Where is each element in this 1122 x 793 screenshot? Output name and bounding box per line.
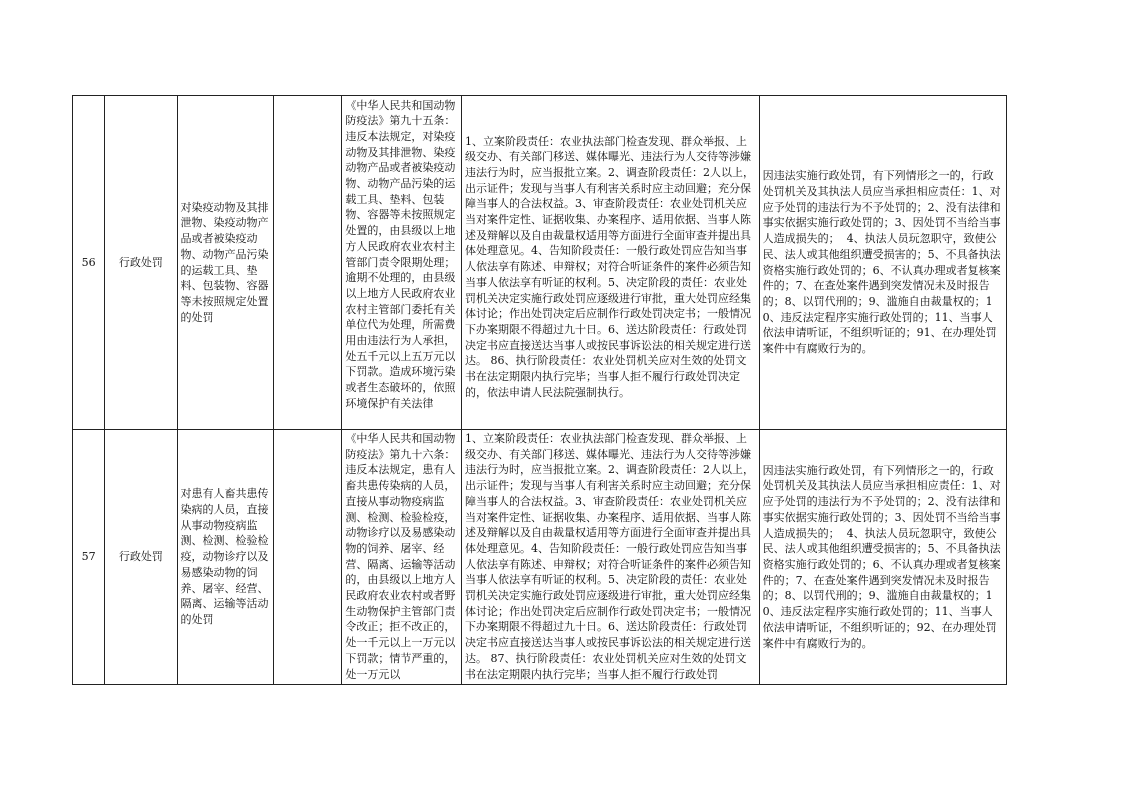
table-row	[73, 430, 1007, 685]
item-name: 对患有人畜共患传染病的人员，直接从事动物疫病监测、检测、检验检疫，动物诊疗以及易感染动物的饲养、屠宰、经营、隔离、运输等活动的处罚	[180, 487, 269, 626]
accountability-cell	[759, 96, 1006, 430]
accountability-text: 因违法实施行政处罚，有下列情形之一的，行政处罚机关及其执法人员应当承担相应责任：1、对应予处罚的违法行为不予处罚的；2、没有法律和事实依据实施行政处罚的；3、因处罚不当给当事人造成损失的； 4、执法人员玩忽职守，致使公民、法人或其他组织遭受损害的；5、不具备执法资格实施行政处罚的；6、不认真办理或者复核案件的；7、在查处案件遇到突发情况未及时报告的；8、以罚代刑的；9、滥施自由裁量权的；10、违反法定程序实施行政处罚的；11、当事人依法申请听证，不组织听证的；91、在办理处罚案件中有腐败行为的。	[762, 169, 1001, 356]
responsibility-cell	[462, 96, 760, 430]
accountability-text: 因违法实施行政处罚，有下列情形之一的，行政处罚机关及其执法人员应当承担相应责任：1、对应予处罚的违法行为不予处罚的；2、没有法律和事实依据实施行政处罚的；3、因处罚不当给当事人造成损失的； 4、执法人员玩忽职守，致使公民、法人或其他组织遭受损害的；5、不具备执法资格实施行政处罚的；6、不认真办理或者复核案件的；7、在查处案件遇到突发情况未及时报告的；8、以罚代刑的；9、滥施自由裁量权的；10、违反法定程序实施行政处罚的；11、当事人依法申请听证，不组织听证的；92、在办理处罚案件中有腐败行为的。	[762, 463, 1001, 650]
subitem-cell	[274, 96, 342, 430]
legal-basis: 《中华人民共和国动物防疫法》第九十六条：违反本法规定，患有人畜共患传染病的人员，直接从事动物疫病监测、检测、检验检疫，动物诊疗以及易感染动物的饲养、屠宰、经营、隔离、运输等活动的，由县级以上地方人民政府农业农村或者野生动物保护主管部门责令改正；拒不改正的，处一千元以上一万元以下罚款；情节严重的，处一万元以	[345, 432, 456, 681]
basis-cell	[342, 430, 462, 685]
accountability-cell	[759, 430, 1006, 685]
item-cell	[177, 96, 274, 430]
table-row	[73, 96, 1007, 430]
responsibility-table	[72, 95, 1007, 685]
basis-cell	[342, 96, 462, 430]
responsibility-text: 1、立案阶段责任：农业执法部门检查发现、群众举报、上级交办、有关部门移送、媒体曝光、违法行为人交待等涉嫌违法行为时，应当报批立案。2、调查阶段责任：2人以上，出示证件；发现与当事人有利害关系时应主动回避；充分保障当事人的合法权益。3、审查阶段责任：农业处罚机关应当对案件定性、证据收集、办案程序、适用依据、当事人陈述及辩解以及自由裁量权适用等方面进行全面审查并提出具体处理意见。4、告知阶段责任：一般行政处罚应告知当事人依法享有陈述、申辩权；对符合听证条件的案件必须告知当事人依法享有听证的权利。5、决定阶段的责任：农业处罚机关决定实施行政处罚应逐级进行审批，重大处罚应经集体讨论；作出处罚决定后应制作行政处罚决定书；一般情况下办案期限不得超过九十日。6、送达阶段责任：行政处罚决定书应直接送达当事人或按民事诉讼法的相关规定进行送达。 86、执行阶段责任：农业处罚机关应对生效的处罚文书在法定期限内执行完毕；当事人拒不履行行政处罚决定的，依法申请人民法院强制执行。	[465, 134, 755, 399]
legal-basis: 《中华人民共和国动物防疫法》第九十五条：违反本法规定，对染疫动物及其排泄物、染疫动物产品或者被染疫动物、动物产品污染的运载工具、垫料、包装物、容器等未按照规定处置的，由县级以上地方人民政府农业农村主管部门责令限期处理；逾期不处理的，由县级以上地方人民政府农业农村主管部门委托有关单位代为处理，所需费用由违法行为人承担，处五千元以上五万元以下罚款。造成环境污染或者生态破坏的，依照环境保护有关法律	[345, 98, 456, 410]
category: 行政处罚	[118, 255, 163, 269]
responsibility-text: 1、立案阶段责任：农业执法部门检查发现、群众举报、上级交办、有关部门移送、媒体曝光、违法行为人交待等涉嫌违法行为时，应当报批立案。2、调查阶段责任：2人以上，出示证件；发现与当事人有利害关系时应主动回避；充分保障当事人的合法权益。3、审查阶段责任：农业处罚机关应当对案件定性、证据收集、办案程序、适用依据、当事人陈述及辩解以及自由裁量权适用等方面进行全面审查并提出具体处理意见。4、告知阶段责任：一般行政处罚应告知当事人依法享有陈述、申辩权；对符合听证条件的案件必须告知当事人依法享有听证的权利。5、决定阶段的责任：农业处罚机关决定实施行政处罚应逐级进行审批，重大处罚应经集体讨论；作出处罚决定后应制作行政处罚决定书；一般情况下办案期限不得超过九十日。6、送达阶段责任：行政处罚决定书应直接送达当事人或按民事诉讼法的相关规定进行送达。 87、执行阶段责任：农业处罚机关应对生效的处罚文书在法定期限内执行完毕；当事人拒不履行行政处罚	[465, 432, 755, 681]
row-number: 56	[81, 255, 96, 269]
category-cell	[105, 430, 177, 685]
item-name: 对染疫动物及其排泄物、染疫动物产品或者被染疫动物、动物产品污染的运载工具、垫料、包装物、容器等未按照规定处置的处罚	[180, 200, 269, 324]
category: 行政处罚	[118, 550, 163, 564]
row-number: 57	[81, 550, 96, 564]
item-cell	[177, 430, 274, 685]
responsibility-cell	[462, 430, 760, 685]
row-number-cell	[73, 430, 105, 685]
subitem-cell	[274, 430, 342, 685]
row-number-cell	[73, 96, 105, 430]
category-cell	[105, 96, 177, 430]
